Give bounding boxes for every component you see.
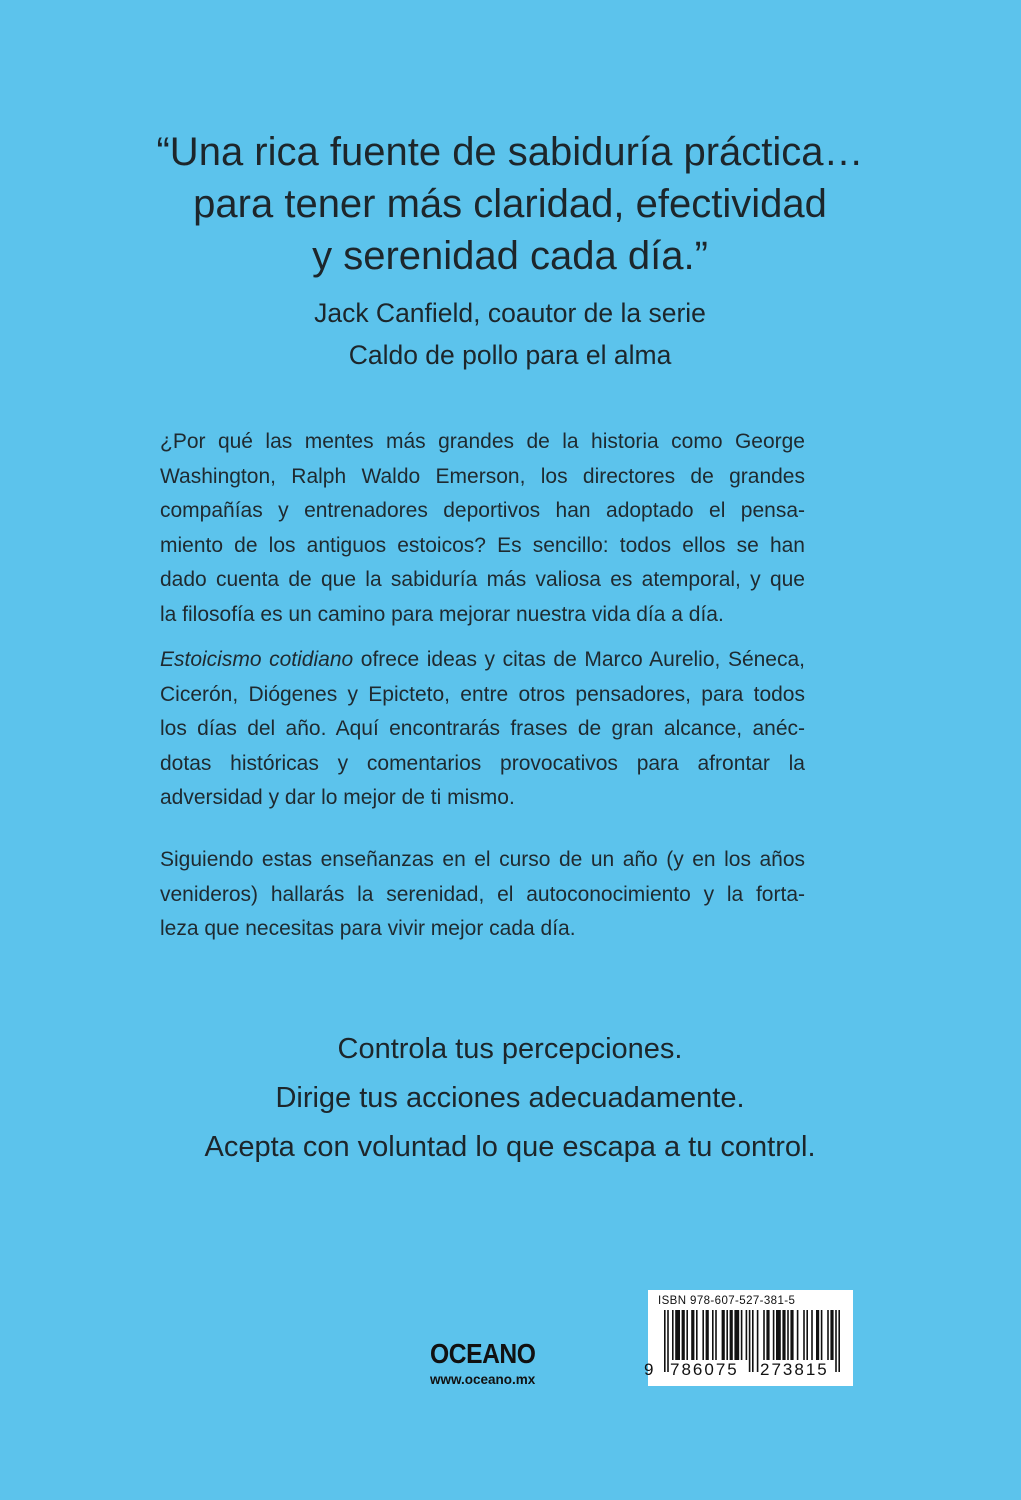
endorsement-quote xyxy=(110,126,910,282)
quote-line: y serenidad cada día.” xyxy=(312,234,708,278)
barcode-bar xyxy=(821,1310,823,1360)
barcode-bar xyxy=(715,1310,717,1360)
paragraph-line: adversidad y dar lo mejor de ti mismo. xyxy=(160,786,515,809)
paragraph-line: dotas históricas y comentarios provocativos para afrontar la xyxy=(160,751,805,775)
paragraph-line: dado cuenta de que la sabiduría más valiosa es atemporal, y que xyxy=(160,568,805,591)
barcode-digit-prefix: 9 xyxy=(644,1360,654,1379)
barcode-bar xyxy=(730,1310,733,1360)
barcode-bar xyxy=(763,1310,765,1360)
barcode-bar xyxy=(790,1310,793,1360)
book-title-italic: Estoicismo cotidiano xyxy=(160,648,354,671)
paragraph-line: la filosofía es un camino para mejorar nuestra vida día a día. xyxy=(160,602,724,626)
barcode-bar xyxy=(746,1310,748,1360)
barcode-bar xyxy=(741,1310,743,1360)
barcode-bar xyxy=(782,1310,785,1360)
barcode-bar xyxy=(722,1310,725,1360)
description-paragraph-1 xyxy=(160,425,805,632)
barcode-bar xyxy=(749,1310,751,1372)
barcode-bar xyxy=(811,1310,813,1360)
paragraph-line: Cicerón, Diógenes y Epicteto, entre otros pensadores, para todos xyxy=(160,682,805,706)
barcode-bar xyxy=(776,1310,781,1360)
barcode-bar xyxy=(757,1310,759,1372)
description-paragraph-3 xyxy=(160,843,805,947)
barcode-bar xyxy=(672,1310,674,1360)
publisher-block xyxy=(430,1338,590,1387)
isbn-barcode xyxy=(644,1290,853,1386)
barcode-bar xyxy=(696,1310,698,1360)
barcode-bar xyxy=(726,1310,728,1360)
attribution-line: Caldo de pollo para el alma xyxy=(348,340,672,370)
barcode-bar xyxy=(682,1310,685,1360)
barcode-bar xyxy=(712,1310,714,1360)
barcode-bar xyxy=(803,1310,805,1360)
barcode-digits-group-1: 786075 xyxy=(670,1360,739,1379)
description-paragraph-2 xyxy=(160,643,805,816)
publisher-logo: OCEANO xyxy=(430,1338,536,1369)
paragraph-line xyxy=(160,643,805,678)
barcode-bar xyxy=(686,1310,688,1360)
barcode-bar xyxy=(667,1310,669,1372)
barcode-bar xyxy=(691,1310,694,1360)
quote-attribution xyxy=(110,292,910,376)
quote-line: para tener más claridad, efectividad xyxy=(193,182,827,226)
paragraph-line: ¿Por qué las mentes más grandes de la historia como George xyxy=(160,430,805,453)
barcode-bar xyxy=(806,1310,808,1360)
maxim-line: Controla tus percepciones. xyxy=(337,1033,683,1065)
paragraph-line: miento de los antiguos estoicos? Es sencillo: todos ellos se han xyxy=(160,533,805,557)
barcode-digits-group-2: 273815 xyxy=(760,1360,829,1379)
barcode-bar xyxy=(706,1310,709,1360)
barcode-bar xyxy=(787,1310,789,1360)
paragraph-line: compañías y entrenadores deportivos han adoptado el pensa- xyxy=(160,499,805,522)
attribution-line: Jack Canfield, coautor de la serie xyxy=(314,298,706,328)
maxim-line: Dirige tus acciones adecuadamente. xyxy=(275,1082,745,1114)
quote-line: “Una rica fuente de sabiduría práctica… xyxy=(156,130,864,174)
maxim-line: Acepta con voluntad lo que escapa a tu control. xyxy=(204,1131,816,1163)
barcode-bar xyxy=(664,1310,666,1372)
barcode-bar xyxy=(835,1310,837,1372)
paragraph-line-rest: ofrece ideas y citas de Marco Aurelio, Séneca, xyxy=(353,648,805,671)
publisher-url: www.oceano.mx xyxy=(430,1372,536,1387)
barcode-bar xyxy=(797,1310,799,1360)
barcode-bar xyxy=(752,1310,754,1372)
barcode-bar xyxy=(766,1310,769,1360)
barcode-bar xyxy=(675,1310,680,1360)
barcode-bar xyxy=(830,1310,833,1360)
stoic-maxims xyxy=(110,1025,910,1172)
isbn-label: ISBN 978-607-527-381-5 xyxy=(658,1295,796,1307)
barcode-bar xyxy=(702,1310,704,1360)
paragraph-line: Washington, Ralph Waldo Emerson, los directores de grandes xyxy=(160,464,805,488)
barcode-bar xyxy=(734,1310,739,1360)
paragraph-line: leza que necesitas para vivir mejor cada día. xyxy=(160,917,576,940)
paragraph-line: venideros) hallarás la serenidad, el autoconocimiento y la forta- xyxy=(160,882,805,906)
paragraph-line: Siguiendo estas enseñanzas en el curso de un año (y en los años xyxy=(160,848,805,871)
barcode-bar xyxy=(773,1310,775,1360)
barcode-bar xyxy=(827,1310,829,1360)
barcode-bar xyxy=(816,1310,819,1360)
paragraph-line: los días del año. Aquí encontrarás frases de gran alcance, anéc- xyxy=(160,717,805,740)
barcode-bar xyxy=(838,1310,840,1372)
